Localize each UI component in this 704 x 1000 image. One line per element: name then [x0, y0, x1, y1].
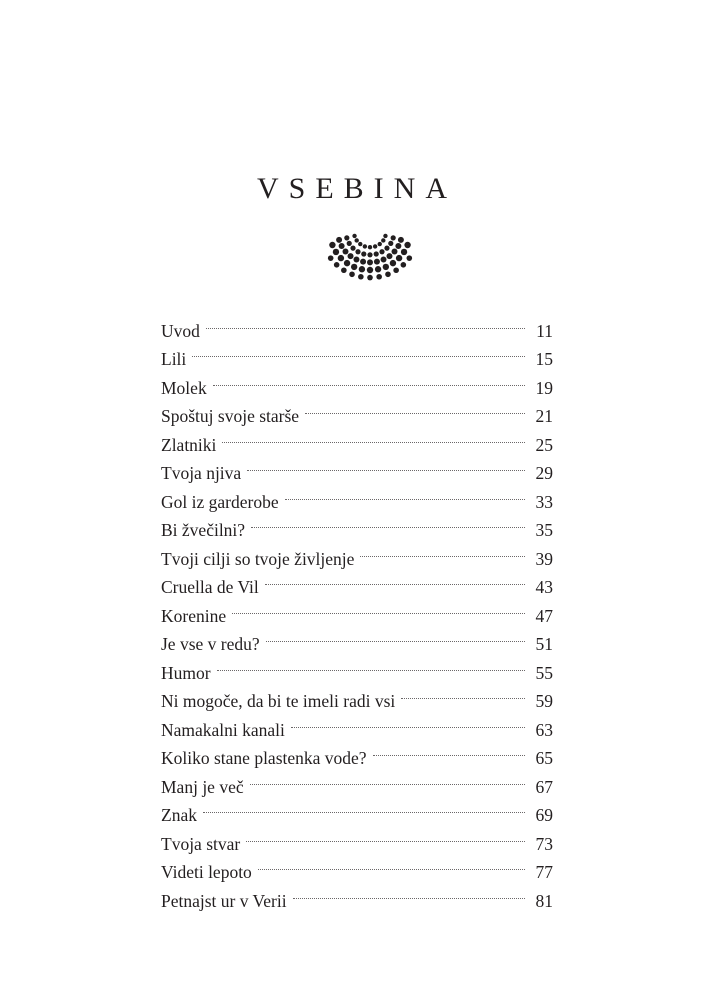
- ornament-dot: [395, 243, 401, 249]
- toc-dot-leader: [373, 736, 525, 765]
- toc-dot-leader: [291, 707, 525, 736]
- toc-dot-leader: [360, 536, 525, 565]
- ornament-dot: [401, 249, 407, 255]
- ornament-dot: [398, 237, 404, 243]
- ornament-dot: [384, 246, 389, 251]
- toc-dot-leader: [285, 479, 525, 508]
- toc-entry-page-number: 43: [535, 577, 553, 597]
- ornament-dot: [385, 271, 391, 277]
- toc-dot-leader: [222, 422, 525, 451]
- ornament-dot: [360, 259, 366, 265]
- toc-dot-leader: [293, 878, 525, 907]
- toc-entry: [161, 793, 553, 825]
- toc-entry-title: Tvoji cilji so tvoje življenje: [161, 548, 355, 569]
- toc-entry-title: Tvoja njiva: [161, 463, 242, 483]
- toc-dot-leader: [258, 850, 525, 879]
- toc-entry-page-number: 51: [535, 634, 553, 654]
- ornament-dot: [379, 249, 384, 254]
- toc-entry-page-number: 19: [535, 377, 553, 398]
- toc-dot-leader: [265, 565, 525, 594]
- ornament-dot: [367, 259, 373, 265]
- toc-entry-page-number: 63: [535, 719, 553, 740]
- ornament-dot: [339, 243, 345, 249]
- toc-entry: [161, 337, 553, 369]
- toc-entry-page-number: 25: [535, 434, 553, 455]
- toc-entry-page-number: 21: [535, 406, 553, 426]
- ornament-dot: [363, 244, 367, 248]
- ornament-dot: [353, 257, 359, 263]
- ornament-dot: [391, 235, 396, 240]
- toc-entry-title: Namakalni kanali: [161, 719, 285, 740]
- toc-entry-title: Lili: [161, 349, 187, 369]
- toc-entry-page-number: 77: [535, 862, 553, 882]
- toc-entry-page-number: 81: [535, 890, 553, 911]
- toc-entry-page-number: 69: [535, 805, 553, 825]
- toc-entry-page-number: 47: [535, 605, 553, 626]
- toc-dot-leader: [266, 622, 525, 651]
- toc-entry: [161, 394, 553, 426]
- toc-entry-title: Cruella de Vil: [161, 577, 259, 597]
- ornament-dot: [347, 241, 352, 246]
- toc-entry-title: Bi žvečilni?: [161, 520, 246, 540]
- toc-entry-page-number: 65: [535, 748, 553, 768]
- toc-entry-title: Ni mogoče, da bi te imeli radi vsi: [161, 691, 396, 711]
- toc-entry-page-number: 67: [535, 776, 553, 797]
- toc-dot-leader: [250, 764, 525, 793]
- page-title: VSEBINA: [256, 172, 457, 205]
- ornament-dot: [386, 253, 392, 259]
- ornament-dot: [375, 266, 381, 272]
- toc-entry-page-number: 73: [535, 833, 553, 854]
- dotted-arc-ornament-icon: [318, 230, 422, 284]
- toc-entry-title: Je vse v redu?: [161, 634, 260, 654]
- toc-entry-page-number: 15: [535, 349, 553, 369]
- ornament-dot: [355, 238, 359, 242]
- ornament-dot: [368, 245, 372, 249]
- toc-entry-page-number: 59: [535, 691, 553, 711]
- ornament-dot: [392, 249, 398, 255]
- toc-entry-page-number: 33: [535, 491, 553, 512]
- toc-dot-leader: [213, 365, 525, 394]
- ornament-dot: [349, 271, 355, 277]
- ornament-dot: [381, 257, 387, 263]
- toc-entry: [161, 365, 553, 398]
- ornament-dot: [401, 262, 407, 268]
- toc-dot-leader: [217, 650, 525, 679]
- ornament-dot: [378, 242, 382, 246]
- toc-dot-leader: [192, 337, 525, 366]
- ornament-dot: [396, 255, 402, 261]
- toc-entry-page-number: 29: [535, 463, 553, 483]
- ornament-dot: [359, 266, 365, 272]
- toc-dot-leader: [247, 451, 525, 480]
- ornament-dot: [344, 260, 350, 266]
- ornament-dot: [367, 252, 372, 257]
- ornament-dot: [393, 267, 399, 273]
- ornament-dot: [388, 241, 393, 246]
- toc-dot-leader: [206, 308, 525, 337]
- toc-entry-title: Gol iz garderobe: [161, 491, 279, 512]
- toc-entry-title: Videti lepoto: [161, 862, 252, 882]
- toc-entry-title: Tvoja stvar: [161, 833, 241, 854]
- toc-dot-leader: [203, 793, 525, 822]
- ornament-dot: [352, 234, 356, 238]
- ornament-dot: [342, 249, 348, 255]
- table-of-contents: [161, 308, 553, 911]
- ornament-dot: [329, 242, 335, 248]
- toc-entry: [161, 308, 553, 341]
- toc-entry-title: Korenine: [161, 605, 227, 626]
- toc-entry-title: Zlatniki: [161, 434, 217, 455]
- ornament-dot: [358, 242, 362, 246]
- toc-entry-title: Koliko stane plastenka vode?: [161, 748, 367, 768]
- ornament-dot: [336, 237, 342, 243]
- ornament-dot: [407, 255, 413, 261]
- ornament-dot: [361, 251, 366, 256]
- ornament-dot: [404, 242, 410, 248]
- toc-entry: [161, 650, 553, 683]
- toc-dot-leader: [232, 593, 525, 622]
- ornament-dot: [334, 262, 340, 268]
- toc-entry-title: Znak: [161, 805, 197, 825]
- toc-entry-page-number: 55: [535, 662, 553, 683]
- toc-dot-leader: [305, 394, 525, 423]
- ornament-dot: [373, 244, 377, 248]
- ornament-dot: [367, 267, 373, 273]
- ornament-dot: [374, 259, 380, 265]
- toc-dot-leader: [251, 508, 525, 537]
- ornament-dot: [328, 255, 334, 261]
- ornament-dot: [341, 267, 347, 273]
- ornament-dot: [383, 264, 389, 270]
- toc-entry-page-number: 39: [535, 548, 553, 569]
- toc-dot-leader: [401, 679, 525, 708]
- toc-entry: [161, 679, 553, 711]
- toc-entry-title: Humor: [161, 662, 211, 683]
- ornament-dot: [381, 238, 385, 242]
- toc-entry-title: Molek: [161, 377, 207, 398]
- ornament-dot: [348, 253, 354, 259]
- ornament-dot: [390, 260, 396, 266]
- ornament-dot: [351, 264, 357, 270]
- toc-entry-title: Uvod: [161, 320, 200, 341]
- ornament-dot: [355, 249, 360, 254]
- ornament-dot: [374, 251, 379, 256]
- ornament-dot: [344, 235, 349, 240]
- toc-entry-title: Spoštuj svoje starše: [161, 406, 300, 426]
- toc-entry: [161, 821, 553, 854]
- toc-entry-title: Petnajst ur v Verii: [161, 890, 287, 911]
- ornament-dot: [367, 275, 373, 281]
- ornament-dot: [383, 234, 387, 238]
- ornament-dot: [333, 249, 339, 255]
- toc-entry-title: Manj je več: [161, 776, 244, 797]
- ornament-dot: [376, 274, 382, 280]
- ornament-dot: [338, 255, 344, 261]
- toc-dot-leader: [246, 821, 525, 850]
- toc-entry-page-number: 11: [536, 320, 553, 341]
- ornament-dot: [358, 274, 364, 280]
- toc-entry-page-number: 35: [535, 520, 553, 540]
- ornament-dot: [350, 246, 355, 251]
